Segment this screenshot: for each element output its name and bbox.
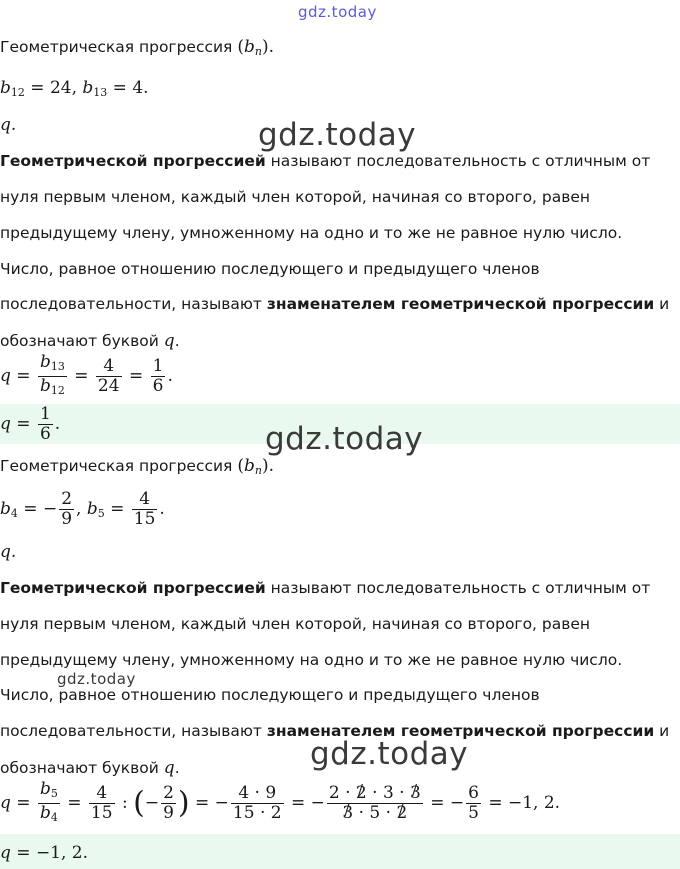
- definition1-line1: Геометрической прогрессией называют последовательность с отличным от: [0, 152, 651, 170]
- answer1: q = $\frac{1}{6}$ .: [0, 404, 61, 444]
- definition1-line4: Число, равное отношению последующего и предыдущего членов: [0, 260, 540, 278]
- definition1-line2: нуля первым членом, каждый член которой, начиная со второго, равен: [0, 188, 591, 206]
- watermark-big-3: gdz.today: [310, 736, 469, 772]
- watermark-small: gdz.today: [57, 670, 136, 688]
- watermark-big-2: gdz.today: [265, 421, 424, 457]
- problem1-find: q.: [0, 115, 17, 135]
- answer2: q = −1, 2.: [0, 843, 89, 863]
- definition2-line2: нуля первым членом, каждый член которой, начиная со второго, равен: [0, 615, 591, 633]
- answer-highlight-2: [0, 834, 680, 869]
- definition1-line6: обозначают буквой q.: [0, 331, 180, 351]
- solution2-formula: q = $\frac{b_5}{b_4}$ = $\frac{4}{15}$ : (− $\frac{2}{9}$ ) = − $\frac{4 \cdot 9}{15 \cdot 2}$ = − $\frac{2 \cdot 2 / \cdot 3 \cdot 3 /}{3 / \cdot 5 \cdot 2}$ / = − $\frac{6}{5}$ = −1, 2.: [0, 780, 560, 827]
- definition2-line6: обозначают буквой q.: [0, 758, 180, 778]
- definition1-line3: предыдущему члену, умноженному на одно и то же не равное нулю число.: [0, 224, 623, 242]
- problem2-find: q.: [0, 542, 17, 562]
- definition2-line3: предыдущему члену, умноженному на одно и то же не равное нулю число.: [0, 651, 623, 669]
- problem2-intro: Геометрическая прогрессия $(b_n)$.: [0, 456, 274, 477]
- definition2-line5: последовательности, называют знаменателем геометрической прогрессии и: [0, 722, 670, 740]
- problem1-intro: Геометрическая прогрессия $(b_n)$.: [0, 37, 274, 58]
- watermark-big-1: gdz.today: [258, 117, 417, 153]
- definition1-line5: последовательности, называют знаменателем геометрической прогрессии и: [0, 295, 670, 313]
- watermark-top: gdz.today: [298, 3, 377, 21]
- definition2-line1: Геометрической прогрессией называют последовательность с отличным от: [0, 579, 651, 597]
- definition2-line4: Число, равное отношению последующего и предыдущего членов: [0, 686, 540, 704]
- problem1-given: $b_{12} = 24$, $b_{13} = 4$.: [0, 78, 149, 99]
- problem2-given: $b_4$ = − $\frac{2}{9}$ , $b_5$ = $\frac{4}{15}$ .: [0, 489, 165, 529]
- solution1-formula: q = $\frac{b_{13}}{b_{12}}$ = $\frac{4}{24}$ = $\frac{1}{6}$ .: [0, 353, 173, 400]
